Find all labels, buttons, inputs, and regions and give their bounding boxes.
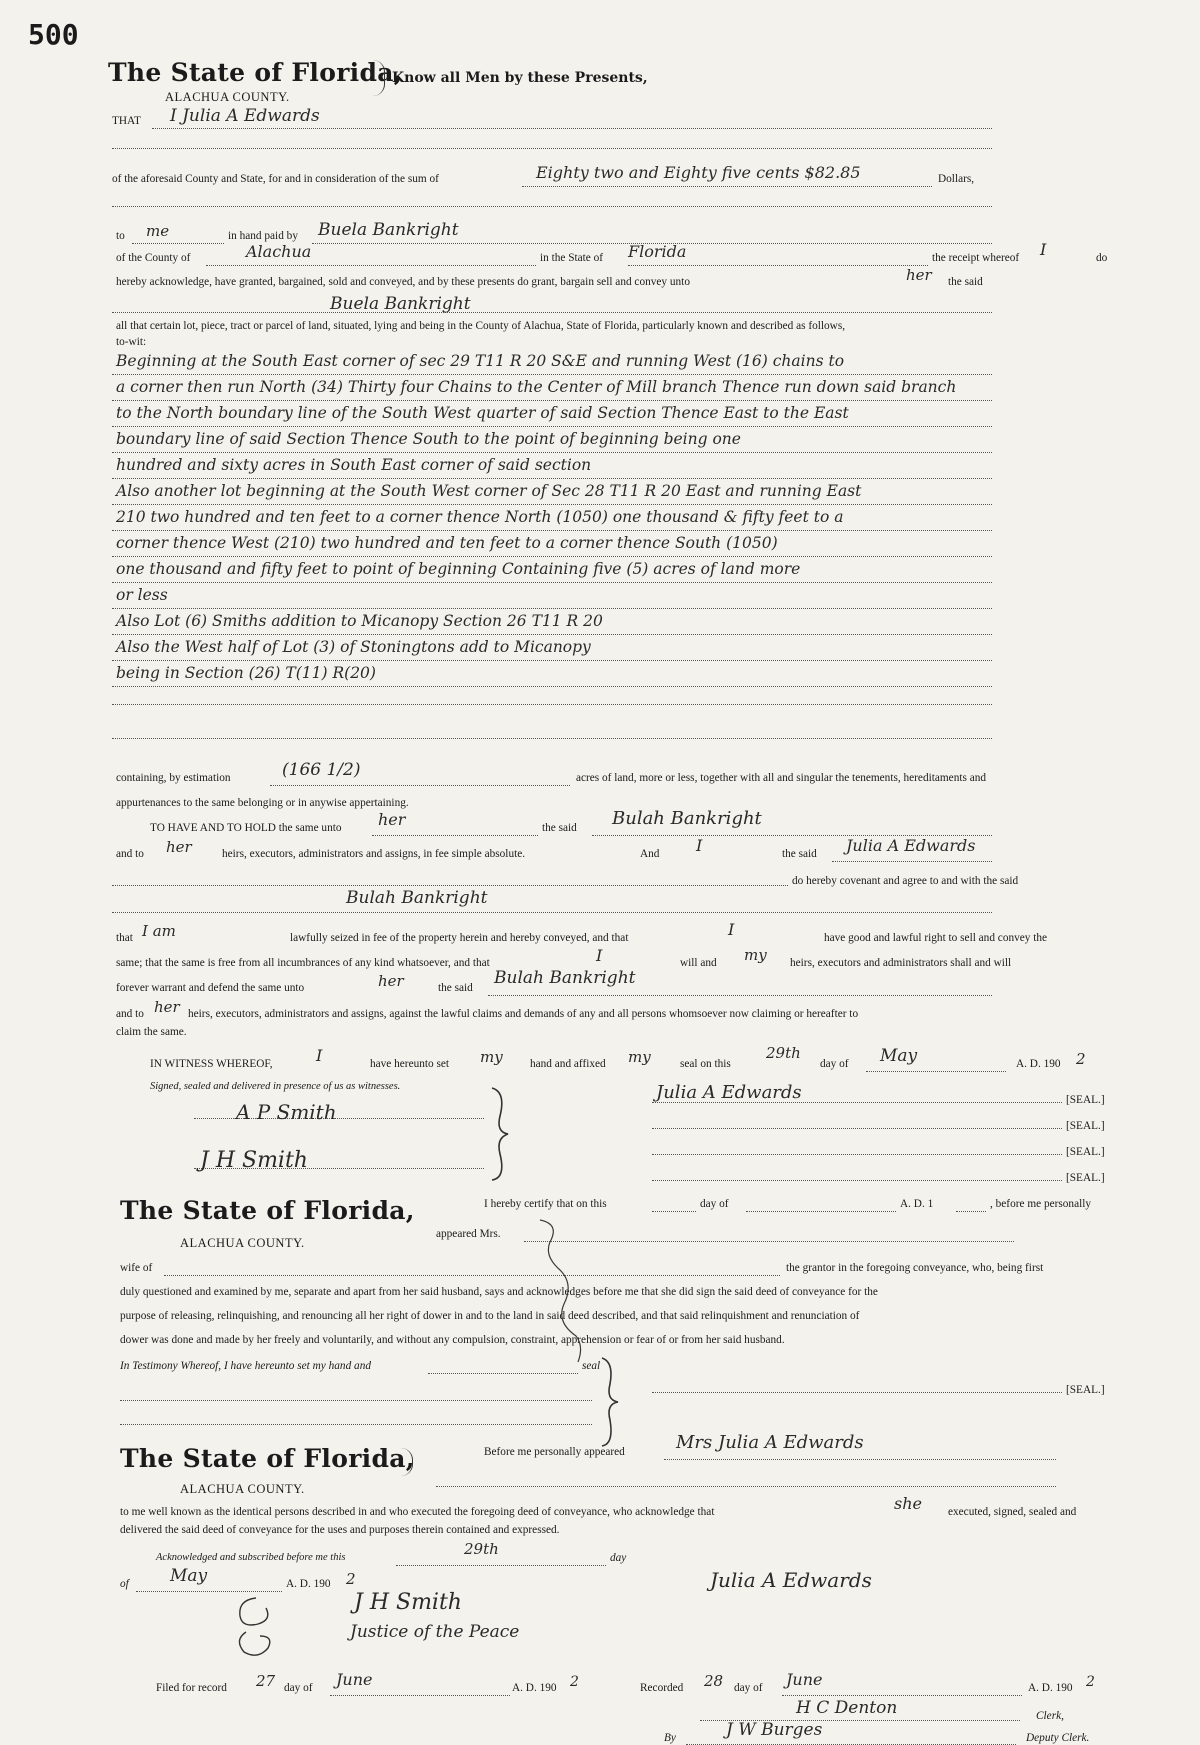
state-of-value: Florida xyxy=(628,242,687,261)
witness-1-signature: A P Smith xyxy=(236,1100,337,1124)
filed-label: Filed for record xyxy=(156,1682,227,1694)
dower-line-3: dower was done and made by her freely and voluntarily, and without any compulsion, constraint, apprehension or fear of or from her said husband. xyxy=(120,1334,785,1346)
appeared-text: appeared Mrs. xyxy=(436,1228,501,1240)
description-line: being in Section (26) T(11) R(20) xyxy=(116,664,376,682)
of-word: of xyxy=(120,1578,129,1590)
to-wit: to-wit: xyxy=(116,336,147,348)
signed-sealed-text: Signed, sealed and delivered in presence of us as witnesses. xyxy=(150,1081,401,1092)
recorded-ad: A. D. 190 xyxy=(1028,1682,1073,1694)
ack-county-heading: ALACHUA COUNTY. xyxy=(180,1482,305,1496)
heirs-text: heirs, executors, administrators and assigns, in fee simple absolute. xyxy=(222,848,526,860)
receipt-value: I xyxy=(1040,240,1047,259)
paid-by-label: in hand paid by xyxy=(228,230,298,242)
have-hold-grantee: Bulah Bankright xyxy=(612,808,762,829)
official-title: Justice of the Peace xyxy=(350,1622,520,1642)
day-word: day xyxy=(610,1552,627,1564)
containing-value: (166 1/2) xyxy=(282,760,361,780)
ack-text: hereby acknowledge, have granted, bargained, sold and conveyed, and by these presents do grant, bargain sell and convey unto xyxy=(116,276,690,288)
before-me-appeared: Before me personally appeared xyxy=(484,1446,625,1458)
clerk-signature: H C Denton xyxy=(796,1698,898,1718)
seal-my: my xyxy=(628,1048,651,1066)
the-said-3: the said xyxy=(782,848,817,860)
by-label: By xyxy=(664,1732,676,1744)
filed-day-of: day of xyxy=(284,1682,313,1694)
seized-value: I xyxy=(728,920,735,939)
all-that-text: all that certain lot, piece, tract or parcel of land, situated, lying and being in the County of Alachua, State of Florida, particularly known and described as follows, xyxy=(116,320,846,332)
forever-value: her xyxy=(378,972,404,990)
official-signature: J H Smith xyxy=(354,1590,462,1615)
description-line: boundary line of said Section Thence South to the point of beginning being one xyxy=(116,430,741,448)
strike-mark xyxy=(520,1212,600,1372)
the-said-2: the said xyxy=(542,822,577,834)
seal-3: [SEAL.] xyxy=(1066,1146,1105,1158)
covenant-text: do hereby covenant and agree to and with the said xyxy=(792,875,1019,887)
appurtenances-text: appurtenances to the same belonging or in anywise appertaining. xyxy=(116,797,409,809)
clerk-label: Clerk, xyxy=(1036,1710,1064,1722)
filed-year: 2 xyxy=(570,1674,579,1690)
the-said-4: the said xyxy=(438,982,473,994)
ack-signature: Julia A Edwards xyxy=(710,1568,872,1592)
witness-label: IN WITNESS WHEREOF, xyxy=(150,1058,273,1070)
description-line: or less xyxy=(116,586,168,604)
grantor-text: the grantor in the foregoing conveyance, who, being first xyxy=(786,1262,1044,1274)
will-and: will and xyxy=(680,957,717,969)
ack-month: May xyxy=(170,1566,208,1586)
ack-line-1: to me well known as the identical persons described in and who executed the foregoing deed of conveyance, who acknowledge that xyxy=(120,1506,715,1518)
header-brace xyxy=(370,60,385,96)
same-line: same; that the same is free from all incumbrances of any kind whatsoever, and that xyxy=(116,957,490,969)
recorded-day-of: day of xyxy=(734,1682,763,1694)
grantee-name: Buela Bankright xyxy=(330,294,471,314)
and-to-value: her xyxy=(166,838,192,856)
hand-affixed: hand and affixed xyxy=(530,1058,606,1070)
ack-value: her xyxy=(906,266,932,284)
recorded-label: Recorded xyxy=(640,1682,684,1694)
containing-label: containing, by estimation xyxy=(116,772,231,784)
dower-line-1: duly questioned and examined by me, separate and apart from her said husband, says and acknowledges before me that she did sign the said deed of conveyance for the xyxy=(120,1286,878,1298)
description-line: one thousand and fifty feet to point of beginning Containing five (5) acres of land more xyxy=(116,560,801,578)
description-line: Beginning at the South East corner of sec 29 T11 R 20 S&E and running West (16) chains to xyxy=(116,352,845,370)
filed-ad: A. D. 190 xyxy=(512,1682,557,1694)
subscribed-text: Acknowledged and subscribed before me this xyxy=(156,1552,346,1563)
witness-brace xyxy=(486,1086,516,1182)
witness-set: have hereunto set xyxy=(370,1058,450,1070)
that-label: THAT xyxy=(112,115,141,127)
grantor-name-2: Julia A Edwards xyxy=(846,836,976,855)
witness-2-signature: J H Smith xyxy=(200,1148,308,1173)
county-of-value: Alachua xyxy=(246,242,312,261)
seal-4: [SEAL.] xyxy=(1066,1172,1105,1184)
ad-label: A. D. 190 xyxy=(1016,1058,1061,1070)
ack-year-digit: 2 xyxy=(346,1570,356,1588)
county-heading: ALACHUA COUNTY. xyxy=(165,90,290,104)
day-of: day of xyxy=(820,1058,849,1070)
that-value: I am xyxy=(142,922,176,940)
grantor-signature: Julia A Edwards xyxy=(656,1082,802,1103)
description-line: corner thence West (210) two hundred and ten feet to a corner thence South (1050) xyxy=(116,534,778,552)
state-heading: The State of Florida, xyxy=(108,58,403,87)
description-line: a corner then run North (34) Thirty four Chains to the Center of Mill branch Thence run down said branch xyxy=(116,378,957,396)
official-seal-mark xyxy=(226,1590,296,1660)
same-value: I xyxy=(596,946,603,965)
testimony-text: In Testimony Whereof, I have hereunto set my hand and xyxy=(120,1360,371,1372)
know-all-men: Know all Men by these Presents, xyxy=(392,70,648,86)
recorded-day: 28 xyxy=(704,1672,724,1690)
seal-2: [SEAL.] xyxy=(1066,1120,1105,1132)
seal-on: seal on this xyxy=(680,1058,731,1070)
to-label: to xyxy=(116,230,125,242)
and-to-label: and to xyxy=(116,848,144,860)
state-of-label: in the State of xyxy=(540,252,604,264)
deputy-signature: J W Burges xyxy=(726,1720,823,1740)
and-value: I xyxy=(696,836,703,855)
ack-line-1-value: she xyxy=(894,1494,922,1513)
county-of-label: of the County of xyxy=(116,252,191,264)
day-value: 29th xyxy=(766,1044,801,1062)
sum-value: Eighty two and Eighty five cents $82.85 xyxy=(536,163,861,182)
testimony-brace xyxy=(596,1356,626,1448)
heirs-text-2: heirs, executors and administrators shall and will xyxy=(790,957,1012,969)
ack-line-2: delivered the said deed of conveyance for the uses and purposes therein contained and expressed. xyxy=(120,1524,560,1536)
lawful-claims-text: heirs, executors, administrators and assigns, against the lawful claims and demands of any and all persons whomsoever now claiming or hereafter to xyxy=(188,1008,859,1020)
and-label: And xyxy=(640,848,660,860)
and-to-label-2: and to xyxy=(116,1008,144,1020)
description-line: 210 two hundred and ten feet to a corner thence North (1050) one thousand & fifty feet to a xyxy=(116,508,844,526)
wife-of-label: wife of xyxy=(120,1262,153,1274)
dower-seal: [SEAL.] xyxy=(1066,1384,1105,1396)
appeared-name: Mrs Julia A Edwards xyxy=(676,1432,864,1453)
have-hold-value: her xyxy=(378,810,406,829)
dower-state-heading: The State of Florida, xyxy=(120,1196,415,1225)
before-me-text: , before me personally xyxy=(990,1198,1092,1210)
description-line: Also the West half of Lot (3) of Stoningtons add to Micanopy xyxy=(116,638,591,656)
acres-text: acres of land, more or less, together with all and singular the tenements, hereditaments and xyxy=(576,772,987,784)
and-to2-value: her xyxy=(154,998,180,1016)
year-digit: 2 xyxy=(1076,1050,1086,1068)
description-line: Also another lot beginning at the South West corner of Sec 28 T11 R 20 East and running East xyxy=(116,482,862,500)
deputy-label: Deputy Clerk. xyxy=(1026,1732,1090,1744)
description-line: hundred and sixty acres in South East corner of said section xyxy=(116,456,592,474)
seized-text: lawfully seized in fee of the property herein and hereby conveyed, and that xyxy=(290,932,629,944)
recorded-year: 2 xyxy=(1086,1674,1095,1690)
will-value: my xyxy=(744,946,767,964)
month-value: May xyxy=(880,1046,918,1066)
description-line: Also Lot (6) Smiths addition to Micanopy Section 26 T11 R 20 xyxy=(116,612,603,630)
ack-state-heading: The State of Florida, xyxy=(120,1444,415,1473)
filed-month: June xyxy=(336,1670,373,1689)
page-number: 500 xyxy=(28,18,79,51)
receipt-label: the receipt whereof xyxy=(932,252,1020,264)
seal-1: [SEAL.] xyxy=(1066,1094,1105,1106)
dower-line-2: purpose of releasing, relinquishing, and renouncing all her right of dower in and to the land in said deed described, and that said relinquishment and renunciation of xyxy=(120,1310,860,1322)
witness-my: my xyxy=(480,1048,503,1066)
dower-day-of: day of xyxy=(700,1198,729,1210)
dower-county-heading: ALACHUA COUNTY. xyxy=(180,1236,305,1250)
dollars-label: Dollars, xyxy=(938,173,975,185)
ack-line-1-post: executed, signed, sealed and xyxy=(948,1506,1077,1518)
good-right-text: have good and lawful right to sell and convey the xyxy=(824,932,1048,944)
subscribed-day: 29th xyxy=(464,1540,499,1558)
to-value: me xyxy=(146,222,170,240)
do-label: do xyxy=(1096,252,1108,264)
that-label-2: that xyxy=(116,932,133,944)
description-line: to the North boundary line of the South West quarter of said Section Thence East to the East xyxy=(116,404,849,422)
claim-same-text: claim the same. xyxy=(116,1026,187,1038)
the-said-1: the said xyxy=(948,276,983,288)
forever-text: forever warrant and defend the same unto xyxy=(116,982,305,994)
testimony-seal-word: seal xyxy=(582,1360,601,1372)
forever-name: Bulah Bankright xyxy=(494,968,636,988)
have-hold-label: TO HAVE AND TO HOLD the same unto xyxy=(150,822,342,834)
filed-day: 27 xyxy=(256,1672,276,1690)
covenant-name: Bulah Bankright xyxy=(346,888,488,908)
consideration-text: of the aforesaid County and State, for and in consideration of the sum of xyxy=(112,173,439,185)
witness-i: I xyxy=(316,1046,323,1065)
recorded-month: June xyxy=(786,1670,823,1689)
dower-ad: A. D. 1 xyxy=(900,1198,934,1210)
certify-text: I hereby certify that on this xyxy=(484,1198,607,1210)
grantor-name: I Julia A Edwards xyxy=(170,106,320,126)
ack-ad: A. D. 190 xyxy=(286,1578,331,1590)
paid-by-value: Buela Bankright xyxy=(318,220,459,240)
